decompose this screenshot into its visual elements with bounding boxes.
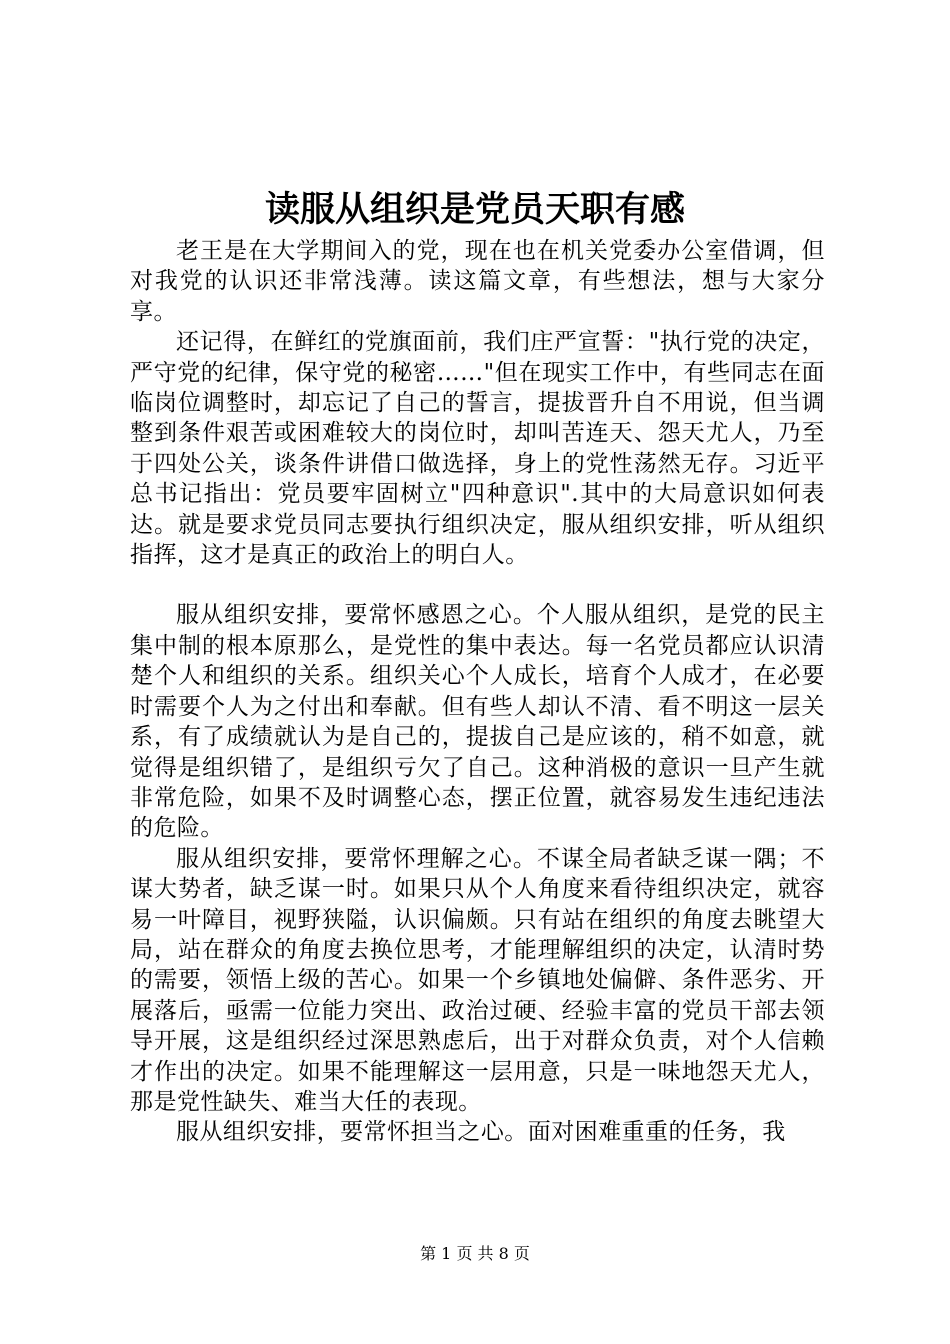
page-number-footer: 第 1 页 共 8 页 [420,1244,530,1263]
paragraph-gratitude: 服从组织安排，要常怀感恩之心。个人服从组织，是党的民主集中制的根本原那么，是党性的集中表达。每一名党员都应认识清楚个人和组织的关系。组织关心个人成长，培育个人成才，在必要时需要个人为之付出和奉献。但有些人却认不清、看不明这一层关系，有了成绩就认为是自己的，提拔自己是应该的，稍不如意，就觉得是组织错了，是组织亏欠了自己。这种消极的意识一旦产生就非常危险，如果不及时调整心态，摆正位置，就容易发生违纪违法的危险。 [130,602,825,842]
paragraph-gap [130,570,825,600]
paragraph-responsibility: 服从组织安排，要常怀担当之心。面对困难重重的任务，我 [176,1119,786,1146]
paragraph-oath: 还记得，在鲜红的党旗面前，我们庄严宣誓："执行党的决定，严守党的纪律，保守党的秘密……"但在现实工作中，有些同志在面临岗位调整时，却忘记了自己的誓言，提拔晋升自不用说，但当调整到条件艰苦或困难较大的岗位时，却叫苦连天、怨天尤人，乃至于四处公关，谈条件讲借口做选择，身上的党性荡然无存。习近平总书记指出：党员要牢固树立"四种意识".其中的大局意识如何表达。就是要求党员同志要执行组织决定，服从组织安排，听从组织指挥，这才是真正的政治上的明白人。 [130,329,825,569]
document-title: 读服从组织是党员天职有感 [264,189,685,230]
paragraph-understanding: 服从组织安排，要常怀理解之心。不谋全局者缺乏谋一隅；不谋大势者，缺乏谋一时。如果只从个人角度来看待组织决定，就容易一叶障目，视野狭隘，认识偏颇。只有站在组织的角度去眺望大局，站在群众的角度去换位思考，才能理解组织的决定，认清时势的需要，领悟上级的苦心。如果一个乡镇地处偏僻、条件恶劣、开展落后，亟需一位能力突出、政治过硬、经验丰富的党员干部去领导开展，这是组织经过深思熟虑后，出于对群众负责，对个人信赖才作出的决定。如果不能理解这一层用意，只是一味地怨天尤人，那是党性缺失、难当大任的表现。 [130,845,825,1115]
document-body [130,236,825,1148]
paragraph-intro: 老王是在大学期间入的党，现在也在机关党委办公室借调，但对我党的认识还非常浅薄。读这篇文章，有些想法，想与大家分享。 [130,238,825,325]
